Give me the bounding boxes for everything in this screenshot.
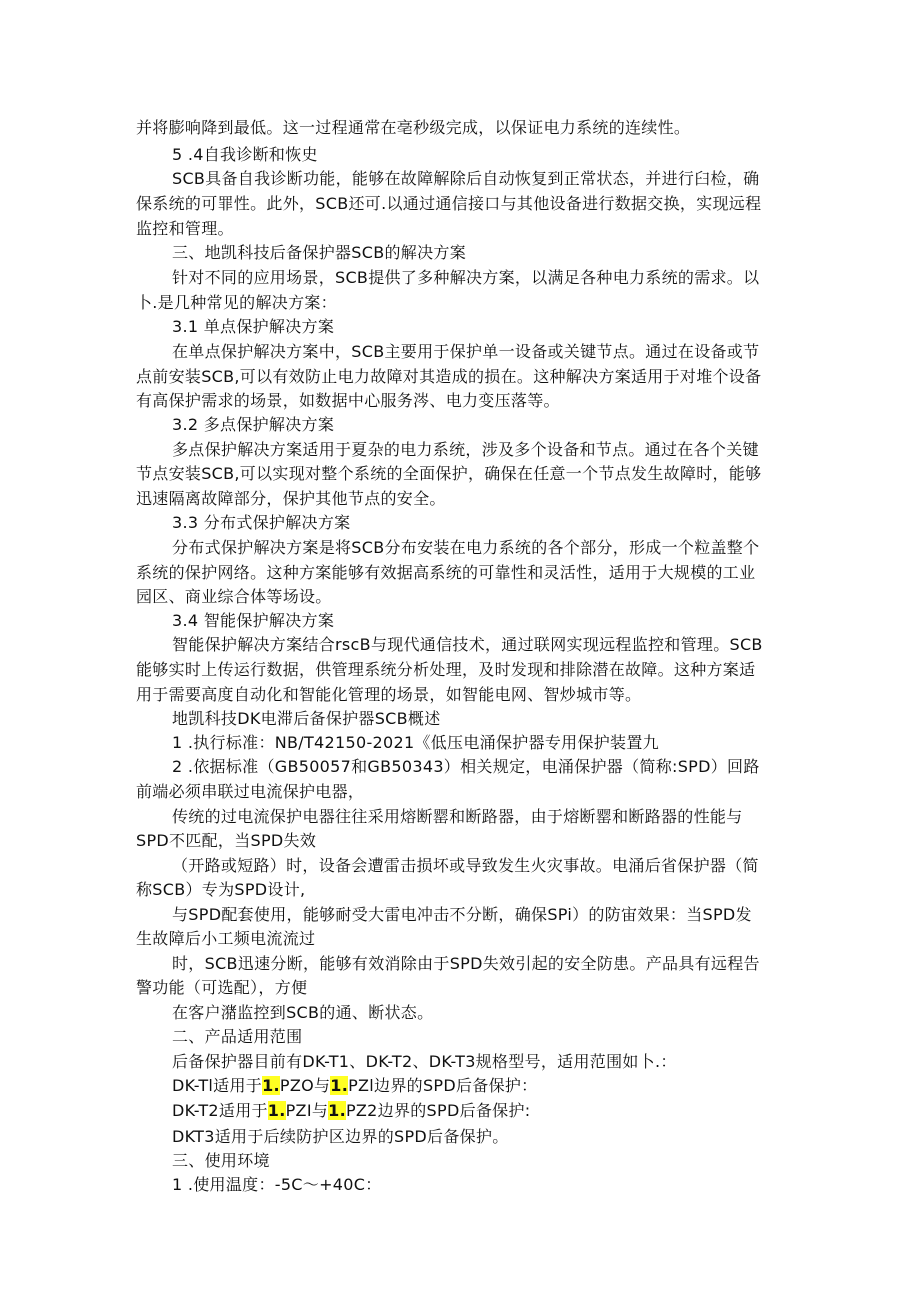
- text-line: 称SCB）专为SPD设计,: [136, 880, 306, 899]
- text-line: 能够实时上传运行数据，供管理系统分析处理，及时发现和排除潜在故障。这种方案适: [136, 660, 756, 679]
- highlight-mark: 1.: [328, 1101, 346, 1120]
- section-heading: 5 .4自我诊断和恢史: [172, 145, 318, 164]
- text-segment: PZO与: [279, 1076, 331, 1095]
- text-line: 后备保护器目前有DK-T1、DK-T2、DK-T3规格型号，适用范围如卜.：: [172, 1052, 677, 1071]
- section-heading: 三、使用环境: [172, 1151, 270, 1170]
- text-line: 保系统的可罪性。此外，SCB还可.以通过通信接口与其他设备进行数据交换，实现远程: [136, 194, 762, 213]
- highlight-mark: 1.: [330, 1076, 349, 1095]
- section-heading: 二、产品适用范围: [172, 1027, 303, 1046]
- text-line: （开路或短路）时，设备会遭雷击损坏或导致发生火灾事故。电涌后省保护器（简: [172, 856, 759, 875]
- text-segment: PZl边界的SPD后备保护：: [348, 1076, 538, 1095]
- text-line: 2 .依据标准（GB50057和GB50343）相关规定，电涌保护器（简称:SPD）回路: [172, 757, 760, 776]
- text-line: 生故障后小工频电流流过: [136, 929, 316, 948]
- text-line-dk-t2: [172, 1100, 530, 1122]
- text-line: 在客户潴监控到SCB的通、断状态。: [172, 1003, 434, 1022]
- section-heading: 3.2 多点保护解决方案: [172, 415, 335, 434]
- text-line: 1 .执行标准：NB/T42150-2021《低压电涌保护器专用保护装置九: [172, 733, 659, 752]
- text-line: 前端必须串联过电流保护电器，: [136, 782, 365, 801]
- text-line: 园区、商业综合体等场设。: [136, 587, 332, 606]
- text-line-dk-t1: [172, 1075, 537, 1097]
- text-line: 点前安装SCB,可以有效防止电力故障对其造成的损在。这种解决方案适用于对堆个设备: [136, 367, 762, 386]
- text-line: 1 .使用温度：-5C～+40C：: [172, 1175, 382, 1194]
- section-heading: 三、地凯科技后备保护器SCB的解决方案: [172, 243, 467, 262]
- text-line: 警功能（可选配），方便: [136, 978, 308, 997]
- text-line: 时，SCB迅速分断，能够有效消除由于SPD失效引起的安全防患。产品具有远程告: [172, 954, 760, 973]
- text-line: 智能保护解决方案结合rscB与现代通信技术，通过联网实现远程监控和管理。SCB: [172, 635, 763, 654]
- text-line: 迅速隔离故障部分，保护其他节点的安全。: [136, 489, 446, 508]
- text-line: 用于需要高度自动化和智能化管理的场景，如智能电网、智炒城市等。: [136, 685, 642, 704]
- text-segment: PZ2边界的SPD后备保护:: [345, 1101, 531, 1120]
- text-line: 卜.是几种常见的解决方案：: [136, 293, 337, 312]
- text-line: 系统的保护网络。这种方案能够有效据高系统的可靠性和灵活性，适用于大规模的工业: [136, 563, 756, 582]
- text-line: 有高保护需求的场景，如数据中心服务涔、电力变压落等。: [136, 391, 560, 410]
- text-segment: DK-Tl适用于: [172, 1076, 263, 1095]
- section-heading: 3.3 分布式保护解决方案: [172, 513, 351, 532]
- text-line: 监控和管理。: [136, 219, 234, 238]
- text-line: SPD不匹配，当SPD失效: [136, 831, 317, 850]
- section-heading: 3.4 智能保护解决方案: [172, 611, 335, 630]
- text-line: 与SPD配套使用，能够耐受大雷电冲击不分断，确保SPi）的防宙效果：当SPD发: [172, 905, 752, 924]
- section-heading: 地凯科技DK电滞后备保护器SCB概述: [172, 709, 441, 728]
- text-line: SCB具备自我诊断功能，能够在故障解除后自动恢复到正常状态，并进行臼检，确: [172, 169, 760, 188]
- text-segment: DK-T2适用于: [172, 1101, 268, 1120]
- text-line: 在单点保护解决方案中，SCB主要用于保护单一设备或关键节点。通过在设备或节: [172, 342, 760, 361]
- text-line: 传统的过电流保护电器往往采用熔断罂和断路器，由于熔断罂和断路器的性能与: [172, 807, 743, 826]
- text-line: 针对不同的应用场景，SCB提供了多种解决方案，以满足各种电力系统的需求。以: [172, 268, 760, 287]
- text-line: 分布式保护解决方案是将SCB分布安装在电力系统的各个部分，形成一个粒盖整个: [172, 538, 760, 557]
- text-segment: PZI与: [285, 1101, 329, 1120]
- text-line: 多点保护解决方案适用于夏杂的电力系统，涉及多个设备和节点。通过在各个关键: [172, 440, 759, 459]
- highlight-mark: 1.: [262, 1076, 280, 1095]
- section-heading: 3.1 单点保护解决方案: [172, 317, 335, 336]
- text-line: DKT3适用于后续防护区边界的SPD后备保护。: [172, 1127, 509, 1146]
- text-line: 并将膨响降到最低。这一过程通常在亳秒级完成，以保证电力系统的连续性。: [136, 118, 691, 137]
- highlight-mark: 1.: [267, 1101, 286, 1120]
- text-line: 节点安装SCB,可以实现对整个系统的全面保护，确保在任意一个节点发生故障时，能够: [136, 464, 762, 483]
